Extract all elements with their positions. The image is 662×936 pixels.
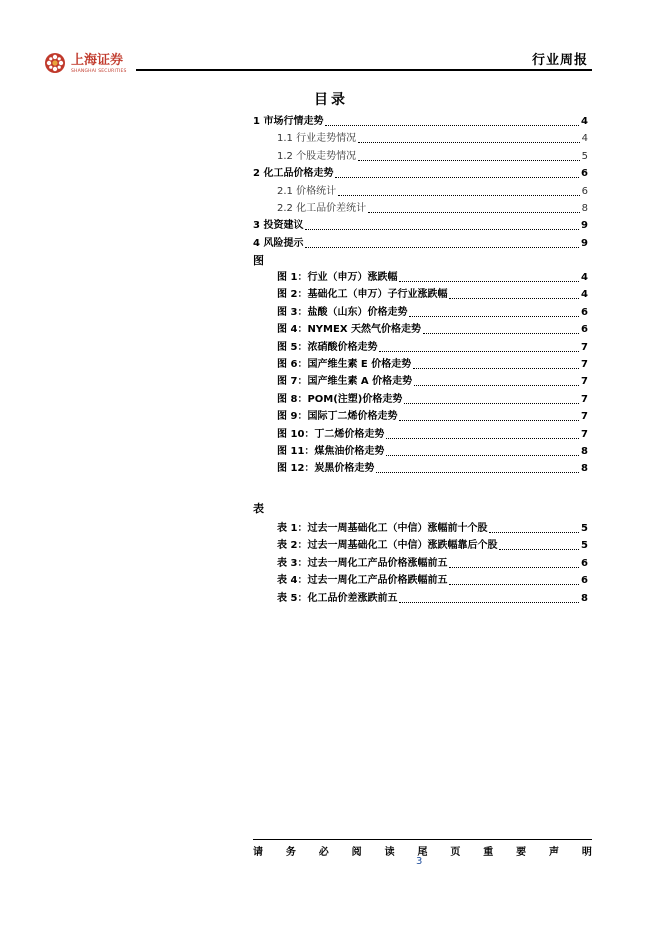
report-type-title: 行业周报	[531, 53, 588, 68]
toc-figure-entry[interactable]	[0, 319, 662, 336]
toc-figure-entry-page: 7	[581, 341, 588, 353]
footer-notice-char: 必	[318, 847, 329, 858]
toc-section-entry-label: 4 风险提示	[253, 237, 304, 249]
toc-figure-entry-label: 图 12：炭黑价格走势	[277, 463, 375, 475]
dot-leader	[414, 385, 579, 386]
toc-section-entry-page: 8	[581, 203, 588, 214]
toc-figure-entry-label: 图 4：NYMEX 天然气价格走势	[277, 324, 422, 336]
toc-table-entry-page: 6	[581, 557, 588, 569]
footer-notice-char: 尾	[417, 847, 428, 858]
toc-table-entry-label: 表 1：过去一周基础化工（中信）涨幅前十个股	[277, 523, 488, 534]
dot-leader	[325, 125, 579, 126]
toc-figure-entry[interactable]	[0, 267, 662, 284]
toc-table-entry[interactable]	[0, 553, 662, 570]
toc-section-entry-label: 2.2 化工品价差统计	[277, 203, 367, 214]
toc-figure-entry-label: 图 7：国产维生素 A 价格走势	[277, 376, 413, 388]
toc-figure-entry-label: 图 2：基础化工（申万）子行业涨跌幅	[277, 289, 448, 301]
toc-table-entry-label: 表 4：过去一周化工产品价格跌幅前五	[277, 575, 448, 587]
toc-section-entry[interactable]	[0, 181, 662, 198]
toc-section-entry-page: 6	[581, 185, 588, 197]
toc-table-entry-label: 表 5：化工品价差涨跌前五	[277, 592, 398, 604]
toc-section-entry[interactable]	[0, 111, 662, 128]
footer-notice-char: 明	[581, 847, 592, 858]
dot-leader	[358, 160, 580, 161]
toc-section-entry-label: 1.1 行业走势情况	[277, 133, 357, 145]
toc-table-entry-label: 表 2：过去一周基础化工（中信）涨跌幅靠后个股	[277, 540, 498, 552]
footer-notice-char: 务	[285, 847, 296, 858]
toc-figure-entry[interactable]	[0, 389, 662, 406]
footer-notice-char: 重	[483, 847, 494, 858]
dot-leader	[399, 602, 579, 603]
toc-figure-entry[interactable]	[0, 337, 662, 354]
toc-section-entry-page: 5	[581, 150, 588, 162]
toc-figure-entry[interactable]	[0, 354, 662, 371]
toc-figure-entry[interactable]	[0, 371, 662, 388]
toc-figure-entry-label: 图 5：浓硝酸价格走势	[277, 341, 378, 353]
footer-notice-char: 页	[450, 847, 461, 858]
toc-figure-entry-label: 图 10：丁二烯价格走势	[277, 428, 385, 440]
logo-chinese-name: 上海证券	[71, 53, 124, 68]
toc-section-entry-page: 4	[581, 133, 588, 145]
toc-section-entry-label: 2 化工品价格走势	[253, 168, 334, 180]
toc-section-entry[interactable]	[0, 233, 662, 250]
dot-leader	[489, 532, 579, 533]
footer-notice	[253, 843, 592, 858]
toc-section-entry-page: 9	[581, 237, 588, 249]
toc-figure-entry-page: 7	[581, 428, 588, 440]
toc-figure-entry-page: 7	[581, 393, 588, 405]
toc-section-entry[interactable]	[0, 163, 662, 180]
logo-english-name: SHANGHAI SECURITIES	[71, 69, 127, 74]
toc-title: 目录	[314, 92, 348, 108]
toc-figure-entry-label: 图 8：POM(注塑)价格走势	[277, 393, 403, 405]
toc-section-entry-page: 9	[581, 220, 588, 232]
toc-table-entry[interactable]	[0, 535, 662, 552]
toc-table-entry[interactable]	[0, 518, 662, 535]
figures-heading: 图	[253, 254, 264, 267]
tables-heading: 表	[253, 502, 264, 515]
toc-table-entry-label: 表 3：过去一周化工产品价格涨幅前五	[277, 557, 448, 569]
toc-figure-entry-label: 图 11：煤焦油价格走势	[277, 446, 385, 457]
dot-leader	[335, 177, 579, 178]
toc-figure-entry-page: 6	[581, 324, 588, 336]
dot-leader	[449, 584, 579, 585]
dot-leader	[413, 368, 579, 369]
toc-table-entry-page: 8	[581, 592, 588, 604]
toc-section-entry[interactable]	[0, 198, 662, 215]
toc-figure-entry[interactable]	[0, 302, 662, 319]
dot-leader	[449, 567, 579, 568]
toc-figure-entry[interactable]	[0, 406, 662, 423]
dot-leader	[338, 195, 580, 196]
dot-leader	[379, 351, 579, 352]
toc-table-entry-page: 5	[581, 540, 588, 552]
dot-leader	[368, 212, 580, 213]
toc-figure-entry[interactable]	[0, 284, 662, 301]
dot-leader	[305, 229, 579, 230]
dot-leader	[305, 247, 579, 248]
footer-notice-char: 请	[253, 847, 263, 858]
dot-leader	[423, 333, 579, 334]
toc-figure-entry[interactable]	[0, 441, 662, 458]
toc-section-entry-page: 6	[581, 168, 588, 180]
toc-section-entry-page: 4	[581, 116, 588, 127]
toc-figure-entry-label: 图 9：国际丁二烯价格走势	[277, 411, 398, 423]
toc-figure-entry-page: 6	[581, 306, 588, 318]
toc-section-entry-label: 1.2 个股走势情况	[277, 150, 357, 162]
footer-notice-char: 阅	[351, 847, 362, 858]
toc-section-entry-label: 3 投资建议	[253, 220, 304, 232]
footer-notice-char: 读	[384, 847, 395, 858]
footer-notice-char: 声	[549, 847, 560, 858]
dot-leader	[399, 281, 579, 282]
dot-leader	[399, 420, 579, 421]
toc-figure-entry[interactable]	[0, 424, 662, 441]
toc-section-entry-label: 1 市场行情走势	[253, 116, 324, 127]
toc-figure-entry-page: 4	[581, 289, 588, 301]
toc-figure-entry-label: 图 6：国产维生素 E 价格走势	[277, 359, 412, 370]
logo-emblem-icon	[44, 52, 66, 74]
toc-figure-entry-page: 8	[581, 446, 588, 457]
dot-leader	[386, 455, 579, 456]
footer-divider	[253, 839, 592, 840]
toc-figure-entry-page: 7	[581, 411, 588, 423]
toc-table-entry-page: 6	[581, 575, 588, 587]
dot-leader	[404, 403, 579, 404]
toc-table-entry[interactable]	[0, 570, 662, 587]
footer-notice-char: 要	[516, 847, 527, 858]
toc-section-entry[interactable]	[0, 215, 662, 232]
toc-table-entry-page: 5	[581, 523, 588, 534]
toc-figure-entry-page: 7	[581, 359, 588, 370]
dot-leader	[358, 142, 580, 143]
dot-leader	[409, 316, 579, 317]
toc-figure-entry-label: 图 1：行业（申万）涨跌幅	[277, 272, 398, 283]
page-number: 3	[416, 856, 423, 867]
toc-figure-entry-page: 8	[581, 463, 588, 475]
dot-leader	[376, 472, 579, 473]
toc-section-entry[interactable]	[0, 128, 662, 145]
toc-figure-entry-label: 图 3：盐酸（山东）价格走势	[277, 306, 408, 318]
dot-leader	[499, 549, 579, 550]
toc-figure-entry[interactable]	[0, 458, 662, 475]
dot-leader	[449, 298, 579, 299]
header-divider	[136, 69, 592, 71]
toc-figure-entry-page: 7	[581, 376, 588, 388]
toc-section-entry-label: 2.1 价格统计	[277, 185, 337, 197]
toc-section-entry[interactable]	[0, 146, 662, 163]
toc-table-entry[interactable]	[0, 588, 662, 605]
dot-leader	[386, 438, 579, 439]
toc-figure-entry-page: 4	[581, 272, 588, 283]
